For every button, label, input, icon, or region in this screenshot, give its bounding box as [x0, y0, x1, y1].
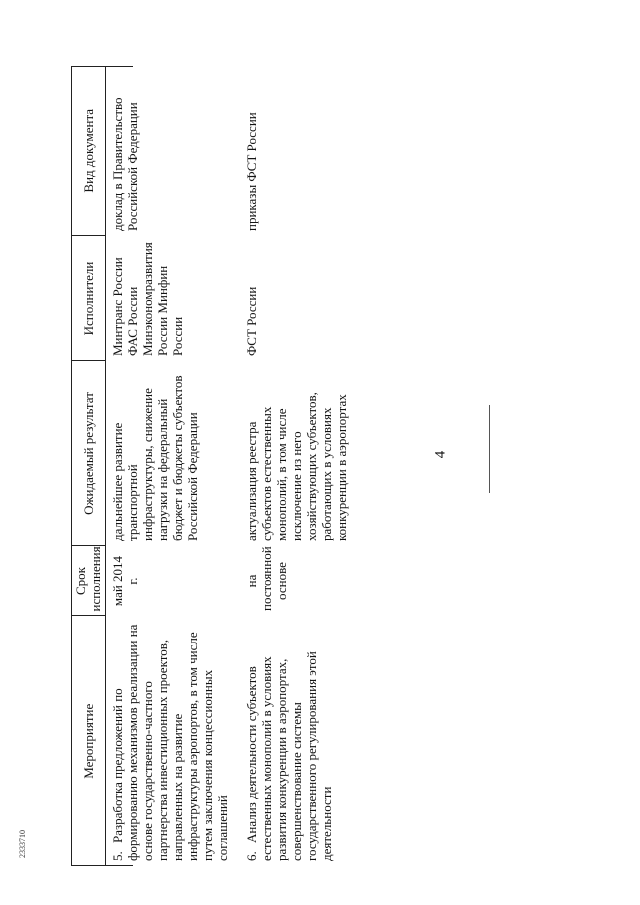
- result-cell: дальнейшее развитие транспортной инфраструктуры, снижение нагрузки на федеральный бюджет и бюджеты субъектов Российской Федерации: [110, 375, 200, 541]
- document-code: 2333710: [18, 830, 27, 858]
- term-cell: на постоянной основе: [244, 546, 289, 611]
- table-row: [106, 66, 241, 866]
- page-number: 4: [432, 450, 449, 459]
- doc-type-cell: приказы ФСТ России: [244, 112, 259, 231]
- executors-cell: Минтранс России ФАС России Минэкономразвития России Минфин России: [110, 242, 185, 356]
- result-cell: актуализация реестра субъектов естественных монополий, в том числе исключение из него хозяйствующих субъектов, работающих в условиях конкуренции в аэропортах: [244, 392, 349, 541]
- term-cell: май 2014 г.: [110, 555, 140, 607]
- table-row: [240, 66, 359, 866]
- table-right-border: [71, 66, 133, 67]
- header-doc-type: Вид документа: [71, 66, 106, 236]
- event-text: Разработка предложений по формированию механизмов реализации на основе государственно-частного партнерства инвестиционных проектов, направленных на развитие инфраструктуры аэропортов, в том числе путем заключения концессионных соглашений: [110, 624, 230, 861]
- doc-type-cell: доклад в Правительство Российской Федерации: [110, 97, 140, 231]
- event-text: Анализ деятельности субъектов естественных монополий в условиях развития конкуренции в аэропортах, совершенствование системы государственного регулирования этой деятельности: [244, 651, 334, 861]
- event-cell: [106, 616, 241, 866]
- table-left-border: [71, 865, 133, 866]
- row-number: 6.: [244, 851, 259, 861]
- table-top-border: [71, 66, 72, 866]
- measures-table: [71, 66, 501, 866]
- executors-cell: ФСТ России: [244, 286, 259, 356]
- row-number: 5.: [110, 851, 125, 861]
- event-cell: [240, 616, 359, 866]
- header-term: Срок исполнения: [71, 546, 106, 616]
- header-event: Мероприятие: [71, 616, 106, 866]
- header-executors: Исполнители: [71, 236, 106, 361]
- end-separator-line: [489, 405, 490, 493]
- header-result: Ожидаемый результат: [71, 361, 106, 546]
